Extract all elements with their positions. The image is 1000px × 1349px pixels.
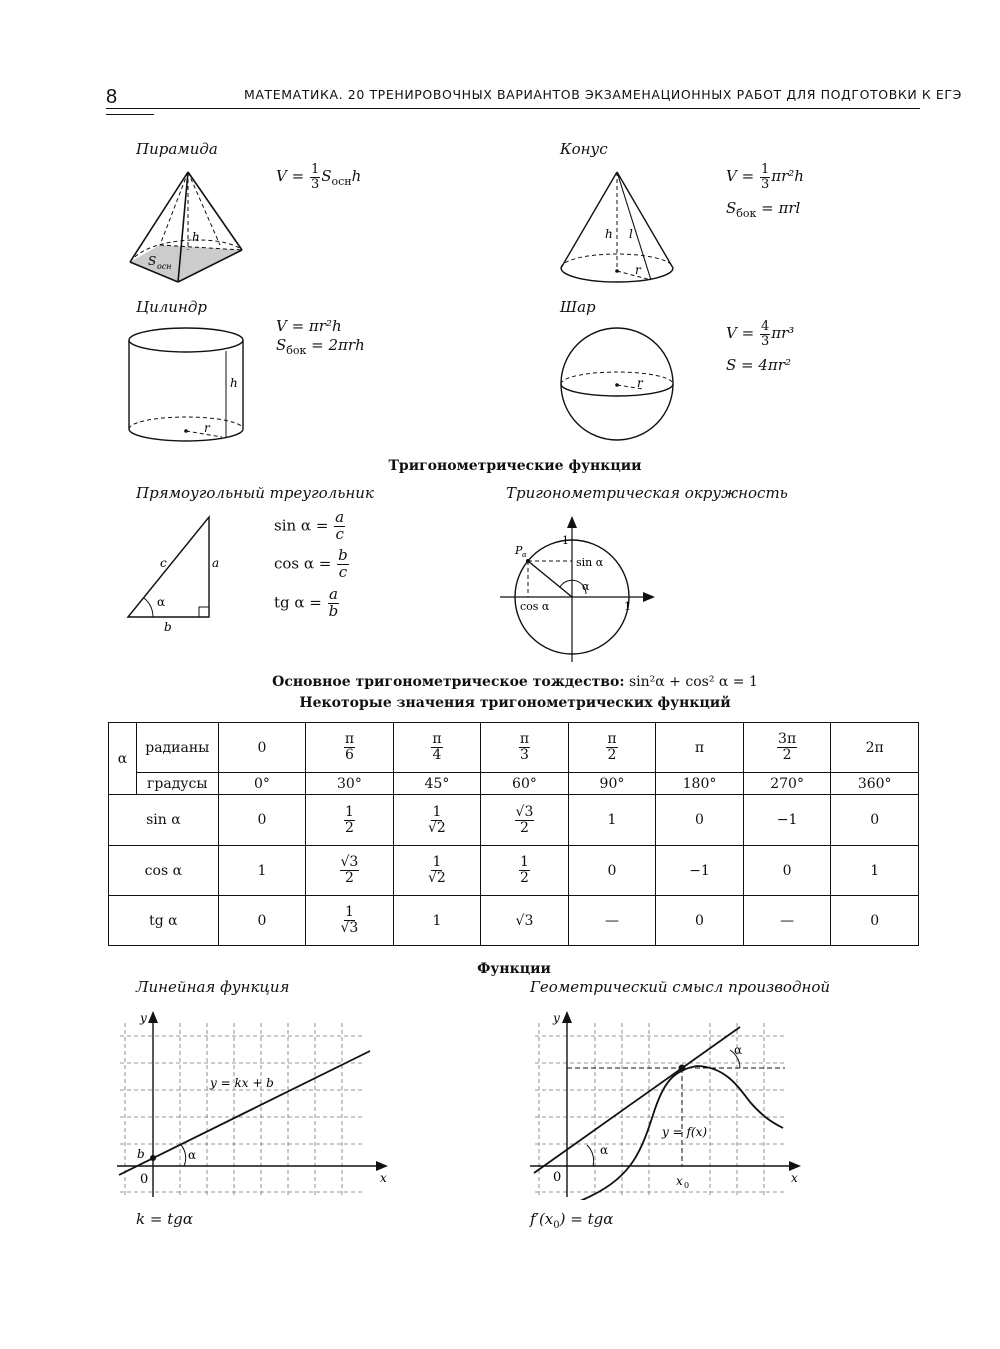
running-header: МАТЕМАТИКА. 20 ТРЕНИРОВОЧНЫХ ВАРИАНТОВ ЭКЗАМЕНАЦИОННЫХ РАБОТ ДЛЯ ПОДГОТОВКИ К ЕГЭ [244,87,962,102]
table-cell: $\frac{1}{2}$ [306,795,394,846]
linear-function-title: Линейная функция [136,978,290,996]
linear-caption: k = tgα [136,1210,193,1228]
triangle-c-label: c [160,556,167,570]
cylinder-h-label: h [230,376,238,390]
table-cell: 90° [568,773,656,795]
sphere-area-formula: S = 4πr² [726,356,791,374]
header-rule [106,108,920,109]
circle-p-label: P [515,544,523,557]
cylinder-volume-formula: V = πr²h [276,317,342,335]
table-cell: 1 [831,846,919,896]
derivative-caption: $f'(x_0) = tg\alpha$ [530,1210,614,1231]
table-cell: — [568,896,656,946]
circle-sin-label: sin α [576,556,604,569]
table-row-cos [109,846,919,896]
page-number-underline [106,114,154,115]
trig-section-title: Тригонометрические функции [388,458,642,474]
table-cell: 1 [568,795,656,846]
table-cell: 2π [831,723,919,773]
table-cell: $\frac{1}{√2}$ [393,846,481,896]
derivative-x-label: x [791,1171,798,1185]
cone-volume-formula: V = $\frac{1}{3}$ πr²h [726,162,804,192]
table-cell: −1 [656,846,744,896]
table-cell: 0 [218,795,305,846]
table-radians-label: радианы [136,723,218,773]
table-cell: 1 [393,896,481,946]
table-cell: 0 [743,846,831,896]
derivative-title: Геометрический смысл производной [530,978,831,996]
table-row-tg [109,896,919,946]
table-cell: −1 [743,795,831,846]
trig-circle-figure [500,512,660,667]
cone-figure [555,165,680,290]
pyramid-h-label: h [192,230,200,244]
table-row-header: tg α [109,896,219,946]
table-cell: 30° [306,773,394,795]
table-cell: 270° [743,773,831,795]
linear-function-graph [112,1005,397,1200]
table-cell: 60° [481,773,569,795]
table-cell: 180° [656,773,744,795]
table-cell: $\frac{1}{√2}$ [393,795,481,846]
linear-b-label: b [137,1147,145,1161]
right-triangle-title: Прямоугольный треугольник [136,484,374,502]
linear-alpha-label: α [188,1148,197,1162]
circle-x-one: 1 [624,600,631,613]
table-alpha-header: α [109,723,137,795]
triangle-b-label: b [164,620,172,634]
sphere-title: Шар [560,298,596,316]
tg-definition: tg α = $\frac{a}{b}$ [274,585,339,620]
linear-y-label: y [140,1011,147,1025]
table-cell: $\frac{1}{2}$ [481,846,569,896]
functions-section-title: Функции [477,961,551,977]
derivative-alpha2-label: α [734,1043,743,1057]
cone-r-label: r [635,263,641,277]
linear-equation-label: y = kx + b [210,1076,274,1090]
linear-x-label: x [380,1171,387,1185]
pyramid-base-sub: осн [157,262,172,271]
trig-values-table [108,722,919,946]
sphere-r-label: r [637,376,643,390]
pyramid-title: Пирамида [136,140,218,158]
table-cell: 0 [218,896,305,946]
table-cell: 0 [656,896,744,946]
table-cell: $\frac{\pi}{3}$ [481,723,569,773]
cone-title: Конус [560,140,608,158]
table-cell: 360° [831,773,919,795]
table-cell: 1 [218,846,305,896]
table-cell: $\frac{\pi}{6}$ [306,723,394,773]
table-cell: √3 [481,896,569,946]
page-number: 8 [106,86,118,108]
sphere-volume-formula: V = $\frac{4}{3}$ πr³ [726,319,795,349]
table-cell: $\frac{\pi}{4}$ [393,723,481,773]
cone-lateral-formula: $S_{бок} = \pi rl$ [726,199,801,220]
pyramid-figure [120,165,250,290]
table-cell: $\frac{\pi}{2}$ [568,723,656,773]
pyramid-base-label: S [148,254,157,268]
derivative-zero-label: 0 [553,1170,562,1185]
trig-identity: Основное тригонометрическое тождество: sin²α + cos² α = 1 [272,674,758,690]
table-cell: $\frac{√3}{2}$ [306,846,394,896]
table-cell: 0 [656,795,744,846]
cone-h-label: h [605,227,613,241]
derivative-x0-label: x [676,1174,683,1188]
derivative-x0-sub: 0 [684,1181,690,1190]
cylinder-lateral-formula: $S_{бок} = 2\pi rh$ [276,336,365,357]
table-cell: 0° [218,773,305,795]
cylinder-figure [122,325,252,445]
table-cell: 45° [393,773,481,795]
cylinder-r-label: r [204,421,210,435]
cos-definition: cos α = $\frac{b}{c}$ [274,546,348,581]
cylinder-title: Цилиндр [136,298,207,316]
sphere-figure [555,325,680,445]
table-title: Некоторые значения тригонометрических функций [299,695,731,711]
triangle-a-label: a [212,556,220,570]
circle-p-sub: α [522,551,527,559]
derivative-fx-label: y = f(x) [662,1125,708,1139]
table-row-header: cos α [109,846,219,896]
table-row-radians [109,723,919,773]
derivative-alpha1-label: α [600,1143,609,1157]
table-cell: $\frac{√3}{2}$ [481,795,569,846]
circle-y-one: 1 [562,534,569,547]
table-cell: 0 [568,846,656,896]
table-row-header: sin α [109,795,219,846]
table-cell: π [656,723,744,773]
derivative-graph [525,1005,815,1200]
cone-l-label: l [629,227,633,241]
table-cell: 0 [218,723,305,773]
table-row-sin [109,795,919,846]
table-cell: 0 [831,896,919,946]
triangle-alpha-label: α [157,595,166,609]
table-cell: — [743,896,831,946]
table-row-degrees [109,773,919,795]
circle-alpha-label: α [582,580,590,593]
trig-circle-title: Тригонометрическая окружность [506,484,788,502]
table-cell: 0 [831,795,919,846]
linear-zero-label: 0 [140,1172,149,1187]
table-cell: $\frac{3\pi}{2}$ [743,723,831,773]
derivative-y-label: y [553,1011,560,1025]
circle-cos-label: cos α [520,600,550,613]
right-triangle-figure [120,510,230,635]
table-cell: $\frac{1}{√3}$ [306,896,394,946]
table-degrees-label: градусы [136,773,218,795]
sin-definition: sin α = $\frac{a}{c}$ [274,508,345,543]
pyramid-volume-formula: V = $\frac{1}{3}$ $S_{осн}h$ [276,162,362,192]
